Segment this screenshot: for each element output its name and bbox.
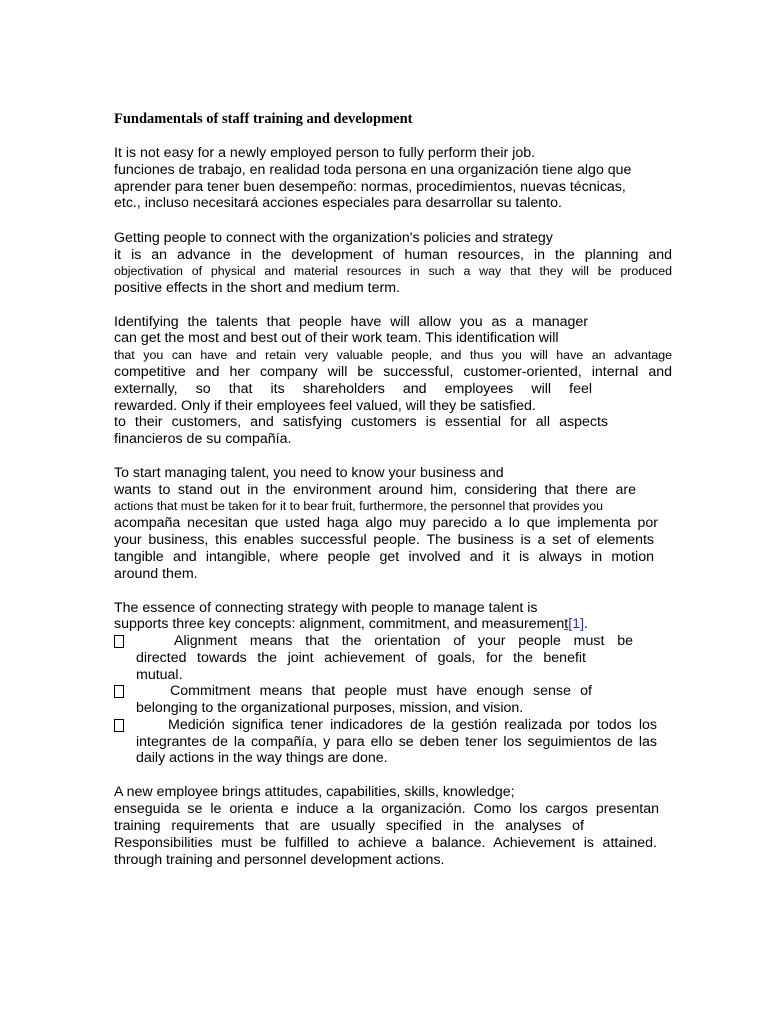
text-line: through training and personnel development actions. <box>114 852 445 868</box>
text-segment: supports three key concepts: alignment, commitment, and measuremen <box>114 616 565 632</box>
bullet-text: Commitment means that people must have enough sense of <box>170 683 592 699</box>
text-line: competitive and her company will be successful, customer-oriented, internal and <box>114 364 672 380</box>
bullet-text: mutual. <box>136 667 183 683</box>
text-line: Identifying the talents that people have will allow you as a manager <box>114 314 588 330</box>
text-line: The essence of connecting strategy with people to manage talent is <box>114 600 538 616</box>
bullet-text: daily actions in the way things are done. <box>136 750 388 766</box>
text-line: aprender para tener buen desempeño: normas, procedimientos, nuevas técnicas, <box>114 179 626 195</box>
text-line: A new employee brings attitudes, capabilities, skills, knowledge; <box>114 784 515 800</box>
text-line: financieros de su compañía. <box>114 431 292 447</box>
text-line: wants to stand out in the environment around him, considering that there are <box>114 482 636 498</box>
bullet-icon <box>114 717 124 734</box>
bullet-text: Alignment means that the orientation of your people must be <box>174 633 633 649</box>
text-line: around them. <box>114 566 198 582</box>
bullet-text: Medición significa tener indicadores de la gestión realizada por todos los <box>168 717 657 733</box>
text-line: externally, so that its shareholders and employees will feel <box>114 381 592 397</box>
text-line: To start managing talent, you need to know your business and <box>114 465 504 481</box>
text-line: can get the most and best out of their work team. This identification will <box>114 330 559 346</box>
text-segment: . <box>584 616 588 632</box>
text-line: rewarded. Only if their employees feel valued, will they be satisfied. <box>114 398 536 414</box>
bullet-icon <box>114 683 124 700</box>
text-line: your business, this enables successful people. The business is a set of elements <box>114 532 654 548</box>
text-line: It is not easy for a newly employed person to fully perform their job. <box>114 145 536 161</box>
text-line: acompaña necesitan que usted haga algo muy parecido a lo que implementa por <box>114 515 658 531</box>
text-line: that you can have and retain very valuable people, and thus you will have an advantage <box>114 348 672 362</box>
text-line: tangible and intangible, where people get involved and it is always in motion <box>114 549 654 565</box>
text-line: enseguida se le orienta e induce a la organización. Como los cargos presentan <box>114 801 659 817</box>
document-title: Fundamentals of staff training and development <box>114 111 413 127</box>
bullet-text: directed towards the joint achievement of goals, for the benefit <box>136 650 586 666</box>
text-line: Getting people to connect with the organization's policies and strategy <box>114 230 553 246</box>
text-line: positive effects in the short and medium term. <box>114 280 400 296</box>
bullet-text: belonging to the organizational purposes, mission, and vision. <box>136 700 524 716</box>
text-line: etc., incluso necesitará acciones especiales para desarrollar su talento. <box>114 195 562 211</box>
text-segment: t <box>564 616 569 632</box>
text-line <box>114 616 588 633</box>
text-line: it is an advance in the development of human resources, in the planning and <box>114 247 672 263</box>
text-line: training requirements that are usually specified in the analyses of <box>114 818 584 834</box>
text-line: to their customers, and satisfying customers is essential for all aspects <box>114 414 608 430</box>
bullet-icon <box>114 633 124 650</box>
text-line: actions that must be taken for it to bear fruit, furthermore, the personnel that provides you <box>114 499 604 513</box>
text-line: funciones de trabajo, en realidad toda persona en una organización tiene algo que <box>114 162 632 178</box>
text-line: Responsibilities must be fulfilled to achieve a balance. Achievement is attained. <box>114 835 657 851</box>
footnote-link[interactable]: [1] <box>568 616 585 632</box>
text-line: objectivation of physical and material resources in such a way that they will be produced <box>114 264 672 278</box>
bullet-text: integrantes de la compañía, y para ello se deben tener los seguimientos de las <box>136 734 657 750</box>
